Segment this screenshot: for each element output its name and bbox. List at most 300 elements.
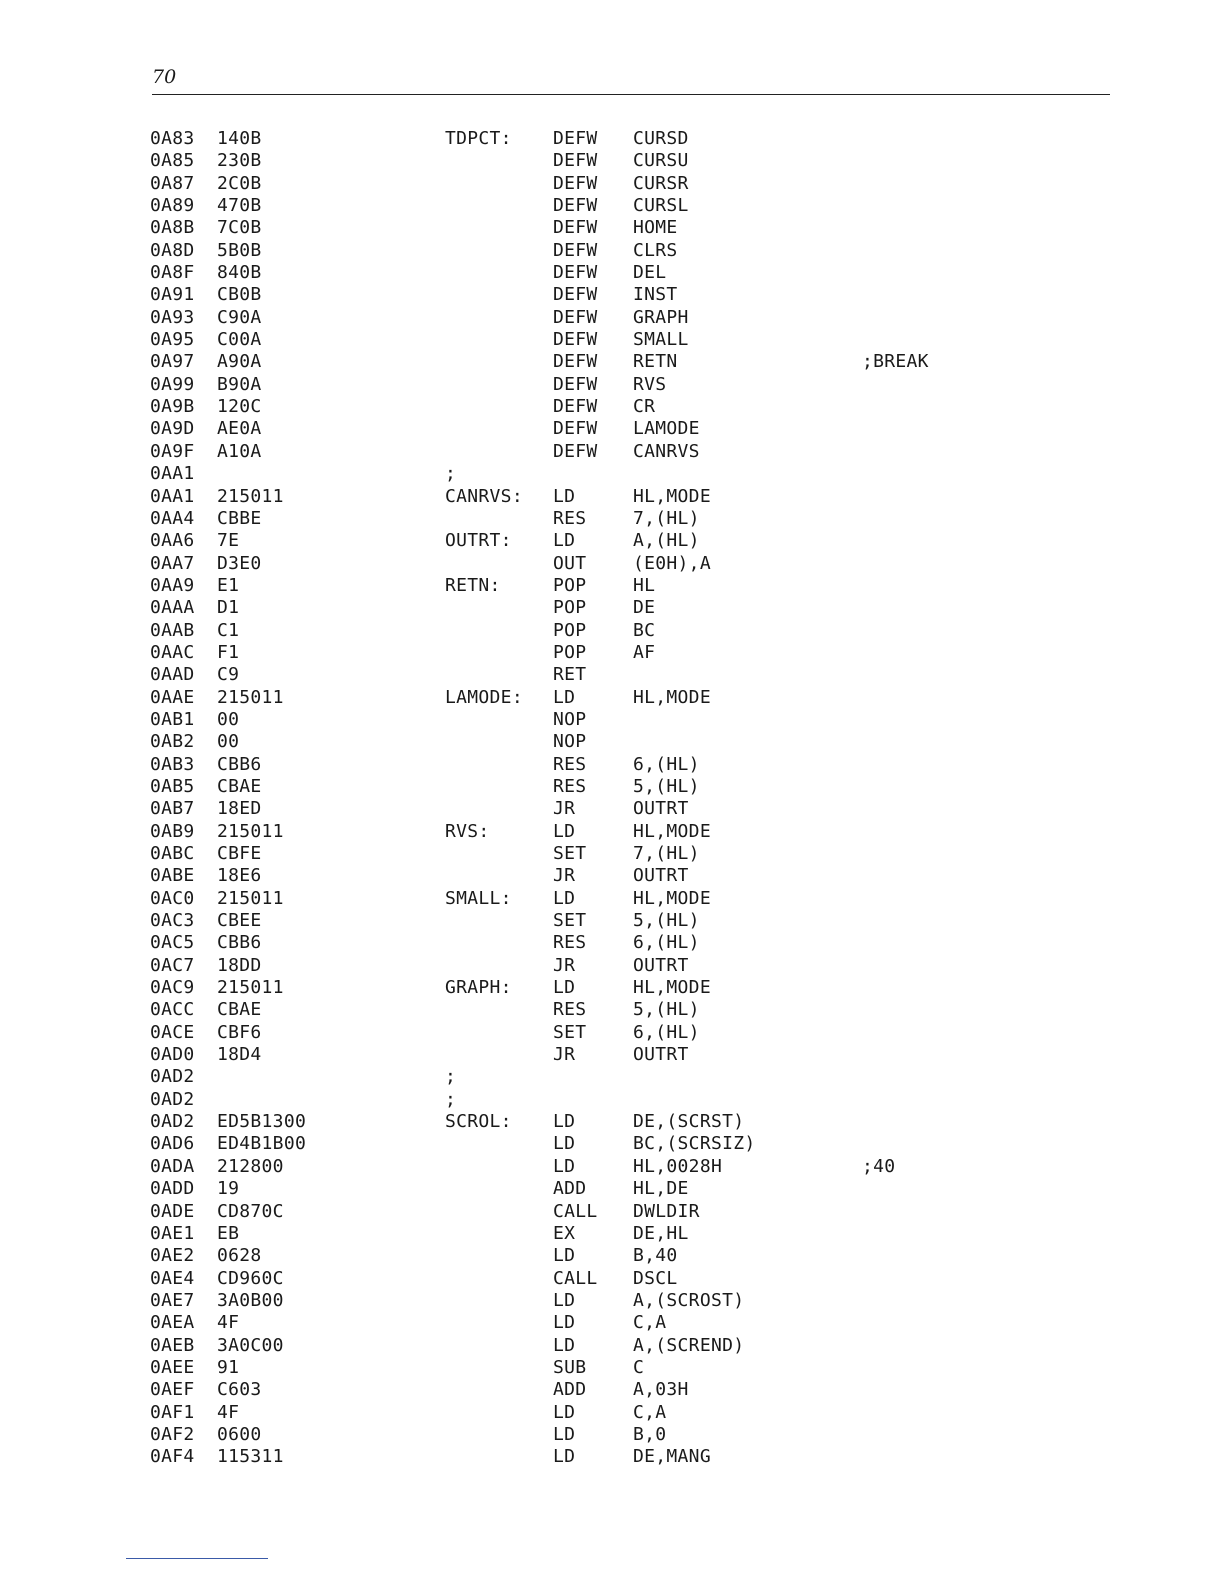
assembly-listing bbox=[0, 128, 1224, 1469]
address-cell: 0AAD bbox=[150, 664, 195, 686]
listing-line bbox=[0, 307, 1224, 329]
operand-cell: DSCL bbox=[633, 1267, 678, 1289]
address-cell: 0AAC bbox=[150, 641, 195, 663]
listing-line bbox=[0, 687, 1224, 709]
operand-cell: 6,(HL) bbox=[633, 932, 700, 954]
address-cell: 0AC7 bbox=[150, 954, 195, 976]
address-cell: 0AE2 bbox=[150, 1245, 195, 1267]
address-cell: 0A91 bbox=[150, 284, 195, 306]
operand-cell: HOME bbox=[633, 217, 678, 239]
address-cell: 0ACE bbox=[150, 1021, 195, 1043]
address-cell: 0ADD bbox=[150, 1178, 195, 1200]
comment-cell: ;BREAK bbox=[862, 351, 929, 373]
mnemonic-cell: RET bbox=[553, 664, 587, 686]
listing-line bbox=[0, 351, 1224, 373]
address-cell: 0AC3 bbox=[150, 910, 195, 932]
mnemonic-cell: LD bbox=[553, 820, 576, 842]
listing-line bbox=[0, 418, 1224, 440]
mnemonic-cell: DEFW bbox=[553, 172, 598, 194]
machine-code-cell: 215011 bbox=[217, 887, 284, 909]
operand-cell: HL,MODE bbox=[633, 977, 711, 999]
machine-code-cell: E1 bbox=[217, 574, 240, 596]
machine-code-cell: CBAE bbox=[217, 999, 262, 1021]
mnemonic-cell: RES bbox=[553, 932, 587, 954]
address-cell: 0AE7 bbox=[150, 1289, 195, 1311]
address-cell: 0AA1 bbox=[150, 463, 195, 485]
operand-cell: 5,(HL) bbox=[633, 910, 700, 932]
address-cell: 0AD6 bbox=[150, 1133, 195, 1155]
comment-cell: ;40 bbox=[862, 1155, 896, 1177]
address-cell: 0AB5 bbox=[150, 775, 195, 797]
listing-line bbox=[0, 1178, 1224, 1200]
operand-cell: OUTRT bbox=[633, 798, 689, 820]
listing-line bbox=[0, 865, 1224, 887]
operand-cell: CURSL bbox=[633, 195, 689, 217]
address-cell: 0A8D bbox=[150, 239, 195, 261]
address-cell: 0AA4 bbox=[150, 507, 195, 529]
operand-cell: A,(SCROST) bbox=[633, 1289, 745, 1311]
address-cell: 0AB7 bbox=[150, 798, 195, 820]
listing-line bbox=[0, 1312, 1224, 1334]
listing-line bbox=[0, 888, 1224, 910]
address-cell: 0A9F bbox=[150, 440, 195, 462]
machine-code-cell: CBFE bbox=[217, 843, 262, 864]
machine-code-cell: 215011 bbox=[217, 977, 284, 999]
mnemonic-cell: RES bbox=[553, 775, 587, 797]
mnemonic-cell: RES bbox=[553, 507, 587, 529]
operand-cell: B,0 bbox=[633, 1423, 667, 1445]
address-cell: 0AD0 bbox=[150, 1044, 195, 1066]
machine-code-cell: 840B bbox=[217, 262, 262, 284]
listing-line bbox=[0, 910, 1224, 932]
operand-cell: HL,MODE bbox=[633, 686, 711, 708]
address-cell: 0A87 bbox=[150, 172, 195, 194]
mnemonic-cell: DEFW bbox=[553, 306, 598, 328]
address-cell: 0AD2 bbox=[150, 1111, 195, 1133]
address-cell: 0A95 bbox=[150, 329, 195, 351]
operand-cell: 5,(HL) bbox=[633, 999, 700, 1021]
listing-line bbox=[0, 173, 1224, 195]
machine-code-cell: 18E6 bbox=[217, 865, 262, 887]
operand-cell: CANRVS bbox=[633, 440, 700, 462]
listing-line bbox=[0, 1022, 1224, 1044]
listing-line bbox=[0, 329, 1224, 351]
listing-line bbox=[0, 709, 1224, 731]
machine-code-cell: 7C0B bbox=[217, 217, 262, 239]
listing-line bbox=[0, 128, 1224, 150]
machine-code-cell: B90A bbox=[217, 373, 262, 395]
listing-line bbox=[0, 754, 1224, 776]
address-cell: 0AAB bbox=[150, 619, 195, 641]
machine-code-cell: CBB6 bbox=[217, 932, 262, 954]
operand-cell: HL,MODE bbox=[633, 887, 711, 909]
machine-code-cell: ED4B1B00 bbox=[217, 1133, 307, 1155]
machine-code-cell: 18D4 bbox=[217, 1044, 262, 1066]
machine-code-cell: ED5B1300 bbox=[217, 1111, 307, 1133]
address-cell: 0A9B bbox=[150, 396, 195, 418]
address-cell: 0A85 bbox=[150, 150, 195, 172]
mnemonic-cell: LD bbox=[553, 1111, 576, 1133]
listing-line bbox=[0, 664, 1224, 686]
operand-cell: HL,DE bbox=[633, 1178, 689, 1200]
machine-code-cell: C603 bbox=[217, 1379, 262, 1401]
label-cell: SCROL: bbox=[445, 1111, 512, 1133]
mnemonic-cell: LD bbox=[553, 1289, 576, 1311]
address-cell: 0AC0 bbox=[150, 887, 195, 909]
mnemonic-cell: CALL bbox=[553, 1267, 598, 1289]
operand-cell: HL,MODE bbox=[633, 485, 711, 507]
machine-code-cell: C1 bbox=[217, 619, 240, 641]
operand-cell: DE,(SCRST) bbox=[633, 1111, 745, 1133]
mnemonic-cell: LD bbox=[553, 485, 576, 507]
machine-code-cell: 120C bbox=[217, 396, 262, 418]
label-cell: ; bbox=[445, 1066, 457, 1088]
machine-code-cell: CBBE bbox=[217, 507, 262, 529]
operand-cell: A,(SCREND) bbox=[633, 1334, 745, 1356]
address-cell: 0AEA bbox=[150, 1312, 195, 1334]
operand-cell: (E0H),A bbox=[633, 552, 711, 574]
listing-line bbox=[0, 240, 1224, 262]
address-cell: 0ABC bbox=[150, 843, 195, 864]
operand-cell: CURSU bbox=[633, 150, 689, 172]
address-cell: 0AC9 bbox=[150, 977, 195, 999]
address-cell: 0AC5 bbox=[150, 932, 195, 954]
machine-code-cell: 212800 bbox=[217, 1155, 284, 1177]
operand-cell: HL bbox=[633, 574, 656, 596]
listing-line bbox=[0, 463, 1224, 485]
label-cell: RVS: bbox=[445, 820, 490, 842]
listing-line bbox=[0, 1424, 1224, 1446]
label-cell: ; bbox=[445, 1088, 457, 1110]
mnemonic-cell: ADD bbox=[553, 1178, 587, 1200]
mnemonic-cell: SET bbox=[553, 910, 587, 932]
operand-cell: DE,HL bbox=[633, 1222, 689, 1244]
address-cell: 0A8B bbox=[150, 217, 195, 239]
address-cell: 0ACC bbox=[150, 999, 195, 1021]
mnemonic-cell: LD bbox=[553, 1155, 576, 1177]
listing-line bbox=[0, 731, 1224, 753]
address-cell: 0A89 bbox=[150, 195, 195, 217]
machine-code-cell: CD870C bbox=[217, 1200, 284, 1222]
address-cell: 0AA6 bbox=[150, 530, 195, 552]
operand-cell: B,40 bbox=[633, 1245, 678, 1267]
operand-cell: HL,0028H bbox=[633, 1155, 723, 1177]
machine-code-cell: 215011 bbox=[217, 820, 284, 842]
machine-code-cell: C9 bbox=[217, 664, 240, 686]
operand-cell: BC bbox=[633, 619, 656, 641]
operand-cell: RETN bbox=[633, 351, 678, 373]
mnemonic-cell: LD bbox=[553, 1312, 576, 1334]
address-cell: 0AEB bbox=[150, 1334, 195, 1356]
mnemonic-cell: DEFW bbox=[553, 239, 598, 261]
machine-code-cell: D3E0 bbox=[217, 552, 262, 574]
mnemonic-cell: SET bbox=[553, 1021, 587, 1043]
address-cell: 0A83 bbox=[150, 128, 195, 149]
listing-line bbox=[0, 1133, 1224, 1155]
operand-cell: OUTRT bbox=[633, 865, 689, 887]
mnemonic-cell: RES bbox=[553, 753, 587, 775]
listing-line bbox=[0, 396, 1224, 418]
listing-line bbox=[0, 620, 1224, 642]
listing-line bbox=[0, 1201, 1224, 1223]
mnemonic-cell: LD bbox=[553, 977, 576, 999]
address-cell: 0AEE bbox=[150, 1356, 195, 1378]
mnemonic-cell: NOP bbox=[553, 708, 587, 730]
listing-line bbox=[0, 776, 1224, 798]
operand-cell: INST bbox=[633, 284, 678, 306]
mnemonic-cell: JR bbox=[553, 954, 576, 976]
operand-cell: CURSD bbox=[633, 128, 689, 149]
header-rule bbox=[152, 94, 1110, 95]
listing-line bbox=[0, 508, 1224, 530]
label-cell: CANRVS: bbox=[445, 485, 523, 507]
address-cell: 0A93 bbox=[150, 306, 195, 328]
listing-line bbox=[0, 1335, 1224, 1357]
mnemonic-cell: LD bbox=[553, 1245, 576, 1267]
listing-line bbox=[0, 1402, 1224, 1424]
listing-line bbox=[0, 955, 1224, 977]
machine-code-cell: CBB6 bbox=[217, 753, 262, 775]
address-cell: 0ADE bbox=[150, 1200, 195, 1222]
machine-code-cell: 2C0B bbox=[217, 172, 262, 194]
listing-line bbox=[0, 217, 1224, 239]
machine-code-cell: CBEE bbox=[217, 910, 262, 932]
machine-code-cell: 4F bbox=[217, 1312, 240, 1334]
mnemonic-cell: POP bbox=[553, 574, 587, 596]
address-cell: 0AAE bbox=[150, 686, 195, 708]
address-cell: 0AF4 bbox=[150, 1446, 195, 1468]
mnemonic-cell: DEFW bbox=[553, 440, 598, 462]
mnemonic-cell: DEFW bbox=[553, 150, 598, 172]
listing-line bbox=[0, 553, 1224, 575]
mnemonic-cell: SET bbox=[553, 843, 587, 864]
label-cell: ; bbox=[445, 463, 457, 485]
mnemonic-cell: LD bbox=[553, 1133, 576, 1155]
listing-line bbox=[0, 150, 1224, 172]
operand-cell: SMALL bbox=[633, 329, 689, 351]
machine-code-cell: 470B bbox=[217, 195, 262, 217]
listing-line bbox=[0, 821, 1224, 843]
operand-cell: OUTRT bbox=[633, 1044, 689, 1066]
machine-code-cell: 00 bbox=[217, 731, 240, 753]
operand-cell: RVS bbox=[633, 373, 667, 395]
listing-line bbox=[0, 1379, 1224, 1401]
mnemonic-cell: JR bbox=[553, 1044, 576, 1066]
operand-cell: DE bbox=[633, 597, 656, 619]
machine-code-cell: 4F bbox=[217, 1401, 240, 1423]
machine-code-cell: AE0A bbox=[217, 418, 262, 440]
address-cell: 0AE1 bbox=[150, 1222, 195, 1244]
operand-cell: C,A bbox=[633, 1401, 667, 1423]
address-cell: 0AB9 bbox=[150, 820, 195, 842]
address-cell: 0AA1 bbox=[150, 485, 195, 507]
mnemonic-cell: LD bbox=[553, 1423, 576, 1445]
operand-cell: A,03H bbox=[633, 1379, 689, 1401]
listing-line bbox=[0, 597, 1224, 619]
address-cell: 0AAA bbox=[150, 597, 195, 619]
address-cell: 0A99 bbox=[150, 373, 195, 395]
operand-cell: 7,(HL) bbox=[633, 507, 700, 529]
mnemonic-cell: DEFW bbox=[553, 329, 598, 351]
page-number: 70 bbox=[152, 66, 177, 88]
machine-code-cell: C00A bbox=[217, 329, 262, 351]
operand-cell: 5,(HL) bbox=[633, 775, 700, 797]
operand-cell: CLRS bbox=[633, 239, 678, 261]
operand-cell: A,(HL) bbox=[633, 530, 700, 552]
machine-code-cell: 0628 bbox=[217, 1245, 262, 1267]
mnemonic-cell: RES bbox=[553, 999, 587, 1021]
mnemonic-cell: JR bbox=[553, 798, 576, 820]
mnemonic-cell: DEFW bbox=[553, 217, 598, 239]
machine-code-cell: 00 bbox=[217, 708, 240, 730]
listing-line bbox=[0, 1446, 1224, 1468]
machine-code-cell: C90A bbox=[217, 306, 262, 328]
machine-code-cell: A90A bbox=[217, 351, 262, 373]
operand-cell: GRAPH bbox=[633, 306, 689, 328]
operand-cell: DE,MANG bbox=[633, 1446, 711, 1468]
mnemonic-cell: LD bbox=[553, 1401, 576, 1423]
mnemonic-cell: EX bbox=[553, 1222, 576, 1244]
listing-line bbox=[0, 486, 1224, 508]
address-cell: 0AD2 bbox=[150, 1066, 195, 1088]
listing-line bbox=[0, 1156, 1224, 1178]
operand-cell: CURSR bbox=[633, 172, 689, 194]
machine-code-cell: 115311 bbox=[217, 1446, 284, 1468]
mnemonic-cell: POP bbox=[553, 641, 587, 663]
address-cell: 0AB2 bbox=[150, 731, 195, 753]
address-cell: 0AA7 bbox=[150, 552, 195, 574]
listing-line bbox=[0, 530, 1224, 552]
listing-line bbox=[0, 642, 1224, 664]
mnemonic-cell: DEFW bbox=[553, 128, 598, 149]
mnemonic-cell: POP bbox=[553, 597, 587, 619]
mnemonic-cell: DEFW bbox=[553, 195, 598, 217]
machine-code-cell: EB bbox=[217, 1222, 240, 1244]
machine-code-cell: 3A0C00 bbox=[217, 1334, 284, 1356]
listing-line bbox=[0, 843, 1224, 865]
address-cell: 0AB1 bbox=[150, 708, 195, 730]
machine-code-cell: 0600 bbox=[217, 1423, 262, 1445]
machine-code-cell: F1 bbox=[217, 641, 240, 663]
machine-code-cell: CD960C bbox=[217, 1267, 284, 1289]
mnemonic-cell: DEFW bbox=[553, 284, 598, 306]
mnemonic-cell: CALL bbox=[553, 1200, 598, 1222]
listing-line bbox=[0, 284, 1224, 306]
machine-code-cell: 18ED bbox=[217, 798, 262, 820]
mnemonic-cell: POP bbox=[553, 619, 587, 641]
operand-cell: 6,(HL) bbox=[633, 753, 700, 775]
mnemonic-cell: DEFW bbox=[553, 262, 598, 284]
address-cell: 0A9D bbox=[150, 418, 195, 440]
listing-line bbox=[0, 575, 1224, 597]
mnemonic-cell: LD bbox=[553, 530, 576, 552]
listing-line bbox=[0, 1290, 1224, 1312]
mnemonic-cell: DEFW bbox=[553, 418, 598, 440]
address-cell: 0AB3 bbox=[150, 753, 195, 775]
address-cell: 0ABE bbox=[150, 865, 195, 887]
operand-cell: CR bbox=[633, 396, 656, 418]
label-cell: SMALL: bbox=[445, 887, 512, 909]
machine-code-cell: 230B bbox=[217, 150, 262, 172]
machine-code-cell: 91 bbox=[217, 1356, 240, 1378]
operand-cell: DEL bbox=[633, 262, 667, 284]
listing-line bbox=[0, 1223, 1224, 1245]
label-cell: GRAPH: bbox=[445, 977, 512, 999]
operand-cell: AF bbox=[633, 641, 656, 663]
listing-line bbox=[0, 798, 1224, 820]
machine-code-cell: 140B bbox=[217, 128, 262, 149]
listing-line bbox=[0, 1111, 1224, 1133]
address-cell: 0A97 bbox=[150, 351, 195, 373]
mnemonic-cell: DEFW bbox=[553, 351, 598, 373]
listing-line bbox=[0, 1357, 1224, 1379]
mnemonic-cell: LD bbox=[553, 686, 576, 708]
operand-cell: HL,MODE bbox=[633, 820, 711, 842]
address-cell: 0AE4 bbox=[150, 1267, 195, 1289]
operand-cell: BC,(SCRSIZ) bbox=[633, 1133, 756, 1155]
mnemonic-cell: NOP bbox=[553, 731, 587, 753]
machine-code-cell: 18DD bbox=[217, 954, 262, 976]
listing-line bbox=[0, 977, 1224, 999]
mnemonic-cell: LD bbox=[553, 1446, 576, 1468]
listing-line bbox=[0, 195, 1224, 217]
operand-cell: 7,(HL) bbox=[633, 843, 700, 864]
label-cell: RETN: bbox=[445, 574, 501, 596]
mnemonic-cell: SUB bbox=[553, 1356, 587, 1378]
machine-code-cell: 215011 bbox=[217, 686, 284, 708]
mnemonic-cell: ADD bbox=[553, 1379, 587, 1401]
machine-code-cell: CB0B bbox=[217, 284, 262, 306]
label-cell: OUTRT: bbox=[445, 530, 512, 552]
listing-line bbox=[0, 262, 1224, 284]
address-cell: 0AEF bbox=[150, 1379, 195, 1401]
address-cell: 0ADA bbox=[150, 1155, 195, 1177]
operand-cell: LAMODE bbox=[633, 418, 700, 440]
listing-line bbox=[0, 932, 1224, 954]
listing-line bbox=[0, 1089, 1224, 1111]
address-cell: 0AA9 bbox=[150, 574, 195, 596]
address-cell: 0AD2 bbox=[150, 1088, 195, 1110]
listing-line bbox=[0, 1044, 1224, 1066]
operand-cell: 6,(HL) bbox=[633, 1021, 700, 1043]
listing-line bbox=[0, 374, 1224, 396]
operand-cell: C bbox=[633, 1356, 645, 1378]
address-cell: 0AF1 bbox=[150, 1401, 195, 1423]
machine-code-cell: D1 bbox=[217, 597, 240, 619]
machine-code-cell: CBAE bbox=[217, 775, 262, 797]
operand-cell: DWLDIR bbox=[633, 1200, 700, 1222]
address-cell: 0AF2 bbox=[150, 1423, 195, 1445]
mnemonic-cell: JR bbox=[553, 865, 576, 887]
mnemonic-cell: DEFW bbox=[553, 373, 598, 395]
machine-code-cell: 3A0B00 bbox=[217, 1289, 284, 1311]
machine-code-cell: 215011 bbox=[217, 485, 284, 507]
address-cell: 0A8F bbox=[150, 262, 195, 284]
label-cell: LAMODE: bbox=[445, 686, 523, 708]
machine-code-cell: CBF6 bbox=[217, 1021, 262, 1043]
listing-line bbox=[0, 1268, 1224, 1290]
listing-line bbox=[0, 1245, 1224, 1267]
machine-code-cell: 19 bbox=[217, 1178, 240, 1200]
mnemonic-cell: OUT bbox=[553, 552, 587, 574]
footnote-rule bbox=[126, 1558, 268, 1559]
machine-code-cell: 7E bbox=[217, 530, 240, 552]
machine-code-cell: 5B0B bbox=[217, 239, 262, 261]
mnemonic-cell: LD bbox=[553, 887, 576, 909]
mnemonic-cell: LD bbox=[553, 1334, 576, 1356]
label-cell: TDPCT: bbox=[445, 128, 512, 149]
listing-line bbox=[0, 1066, 1224, 1088]
